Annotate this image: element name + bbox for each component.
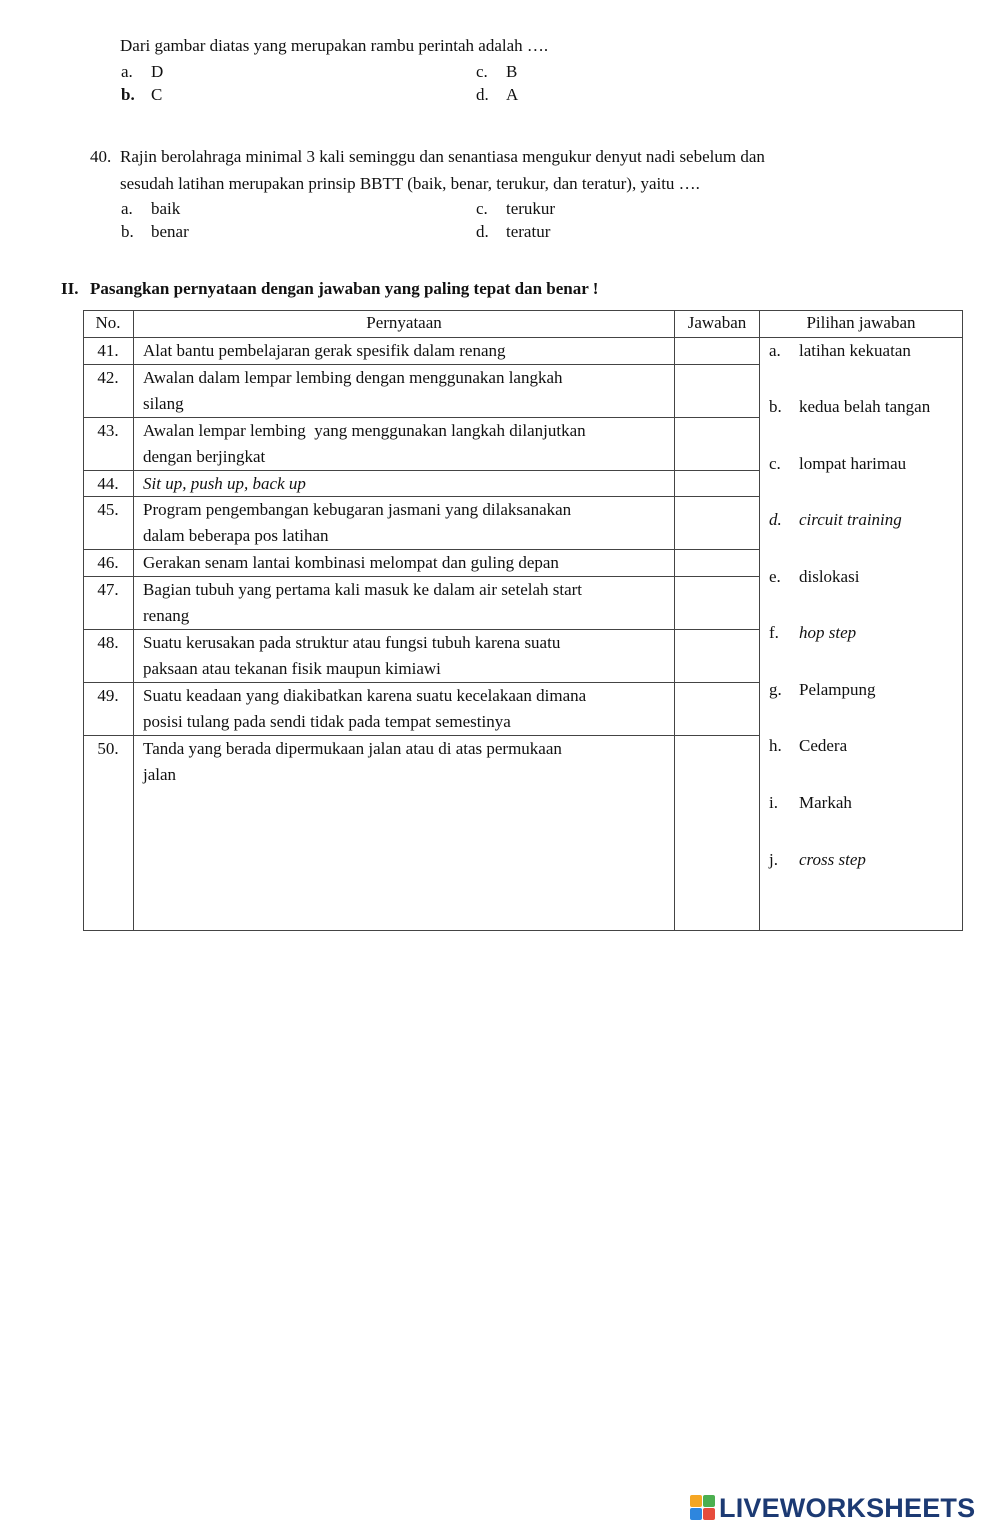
row-statement: paksaan atau tekanan fisik maupun kimiawi [143,659,441,678]
option-letter: c. [476,62,488,81]
row-number: 42. [97,368,119,387]
choice-text: latihan kekuatan [799,341,911,360]
option-text: baik [151,199,181,218]
row-statement: dalam beberapa pos latihan [143,526,329,545]
section-numeral: II. [61,279,79,298]
header-statement: Pernyataan [366,313,442,332]
choice-letter: j. [769,850,778,869]
option-text: terukur [506,199,556,218]
choice-text: circuit training [799,510,902,529]
row-statement: Tanda yang berada dipermukaan jalan atau di atas permukaan [143,739,562,758]
answer-cell[interactable] [675,683,759,735]
logo-mark-icon [690,1495,716,1521]
choice-text: dislokasi [799,567,860,586]
option-text: A [506,85,519,104]
row-statement: Suatu keadaan yang diakibatkan karena suatu kecelakaan dimana [143,686,587,705]
row-statement: Sit up, push up, back up [143,474,306,493]
answer-cell[interactable] [675,338,759,364]
row-statement: posisi tulang pada sendi tidak pada tempat semestinya [143,712,511,731]
choice-text: Markah [799,793,852,812]
choice-text: cross step [799,850,866,869]
q39-question: Dari gambar diatas yang merupakan rambu perintah adalah …. [120,36,549,55]
option-letter: a. [121,199,133,218]
option-letter: b. [121,85,135,104]
choice-letter: d. [769,510,782,529]
option-text: D [151,62,164,81]
choice-text: kedua belah tangan [799,397,931,416]
option-letter: d. [476,85,489,104]
option-text: benar [151,222,189,241]
row-statement: Suatu kerusakan pada struktur atau fungsi tubuh karena suatu [143,633,561,652]
choice-text: hop step [799,623,857,642]
row-number: 44. [97,474,119,493]
option-text: C [151,85,163,104]
option-letter: a. [121,62,133,81]
logo-text: LIVEWORKSHEETS [719,1492,976,1523]
row-number: 46. [97,553,119,572]
choice-letter: c. [769,454,781,473]
choice-item [769,790,852,816]
row-number: 49. [97,686,119,705]
section-title: Pasangkan pernyataan dengan jawaban yang paling tepat dan benar ! [90,279,599,298]
option-text: teratur [506,222,551,241]
choice-item [769,507,902,533]
answer-cell[interactable] [675,418,759,470]
choice-letter: h. [769,736,782,755]
row-statement: Alat bantu pembelajaran gerak spesifik dalam renang [143,341,506,360]
answer-cell[interactable] [675,497,759,549]
choice-item [769,620,857,646]
row-statement: Program pengembangan kebugaran jasmani yang dilaksanakan [143,500,572,519]
option-letter: d. [476,222,489,241]
q40-number: 40. [90,147,112,166]
column-divider [759,310,760,931]
row-statement: renang [143,606,190,625]
column-divider [133,310,134,931]
answer-cell[interactable] [675,365,759,417]
row-number: 45. [97,500,119,519]
choice-item [769,564,860,590]
row-statement: silang [143,394,184,413]
choice-item [769,451,907,477]
choice-letter: f. [769,623,779,642]
option-text: B [506,62,518,81]
answer-cell[interactable] [675,577,759,629]
row-number: 47. [97,580,119,599]
table-border-right [962,310,963,931]
row-number: 48. [97,633,119,652]
option-letter: c. [476,199,488,218]
row-statement: jalan [143,765,177,784]
choice-text: Cedera [799,736,848,755]
row-number: 43. [97,421,119,440]
q40-line1: Rajin berolahraga minimal 3 kali seminggu dan senantiasa mengukur denyut nadi sebelum dan [120,147,765,166]
choice-item [769,847,866,873]
row-statement: Gerakan senam lantai kombinasi melompat dan guling depan [143,553,559,572]
header-no: No. [95,313,121,332]
choice-letter: e. [769,567,781,586]
choice-text: Pelampung [799,680,876,699]
header-answer: Jawaban [687,313,747,332]
choice-text: lompat harimau [799,454,907,473]
answer-cell[interactable] [675,550,759,576]
choice-letter: i. [769,793,778,812]
table-border-left [83,310,84,931]
table-border-bottom [83,930,963,931]
answer-cell[interactable] [675,471,759,496]
q40-line2: sesudah latihan merupakan prinsip BBTT (baik, benar, terukur, dan teratur), yaitu …. [120,174,700,193]
option-letter: b. [121,222,134,241]
liveworksheets-logo[interactable] [690,1491,975,1525]
header-choices: Pilihan jawaban [806,313,916,332]
choice-item [769,394,931,420]
row-statement: dengan berjingkat [143,447,266,466]
choice-letter: g. [769,680,782,699]
answer-cell[interactable] [675,736,759,930]
row-number: 41. [97,341,119,360]
choice-letter: a. [769,341,781,360]
row-statement: Bagian tubuh yang pertama kali masuk ke dalam air setelah start [143,580,583,599]
answer-cell[interactable] [675,630,759,682]
choice-letter: b. [769,397,782,416]
choice-item [769,733,848,759]
row-statement: Awalan lempar lembing yang menggunakan langkah dilanjutkan [143,421,586,440]
choice-item [769,338,911,364]
row-statement: Awalan dalam lempar lembing dengan menggunakan langkah [143,368,563,387]
choice-item [769,677,876,703]
row-number: 50. [97,739,119,758]
